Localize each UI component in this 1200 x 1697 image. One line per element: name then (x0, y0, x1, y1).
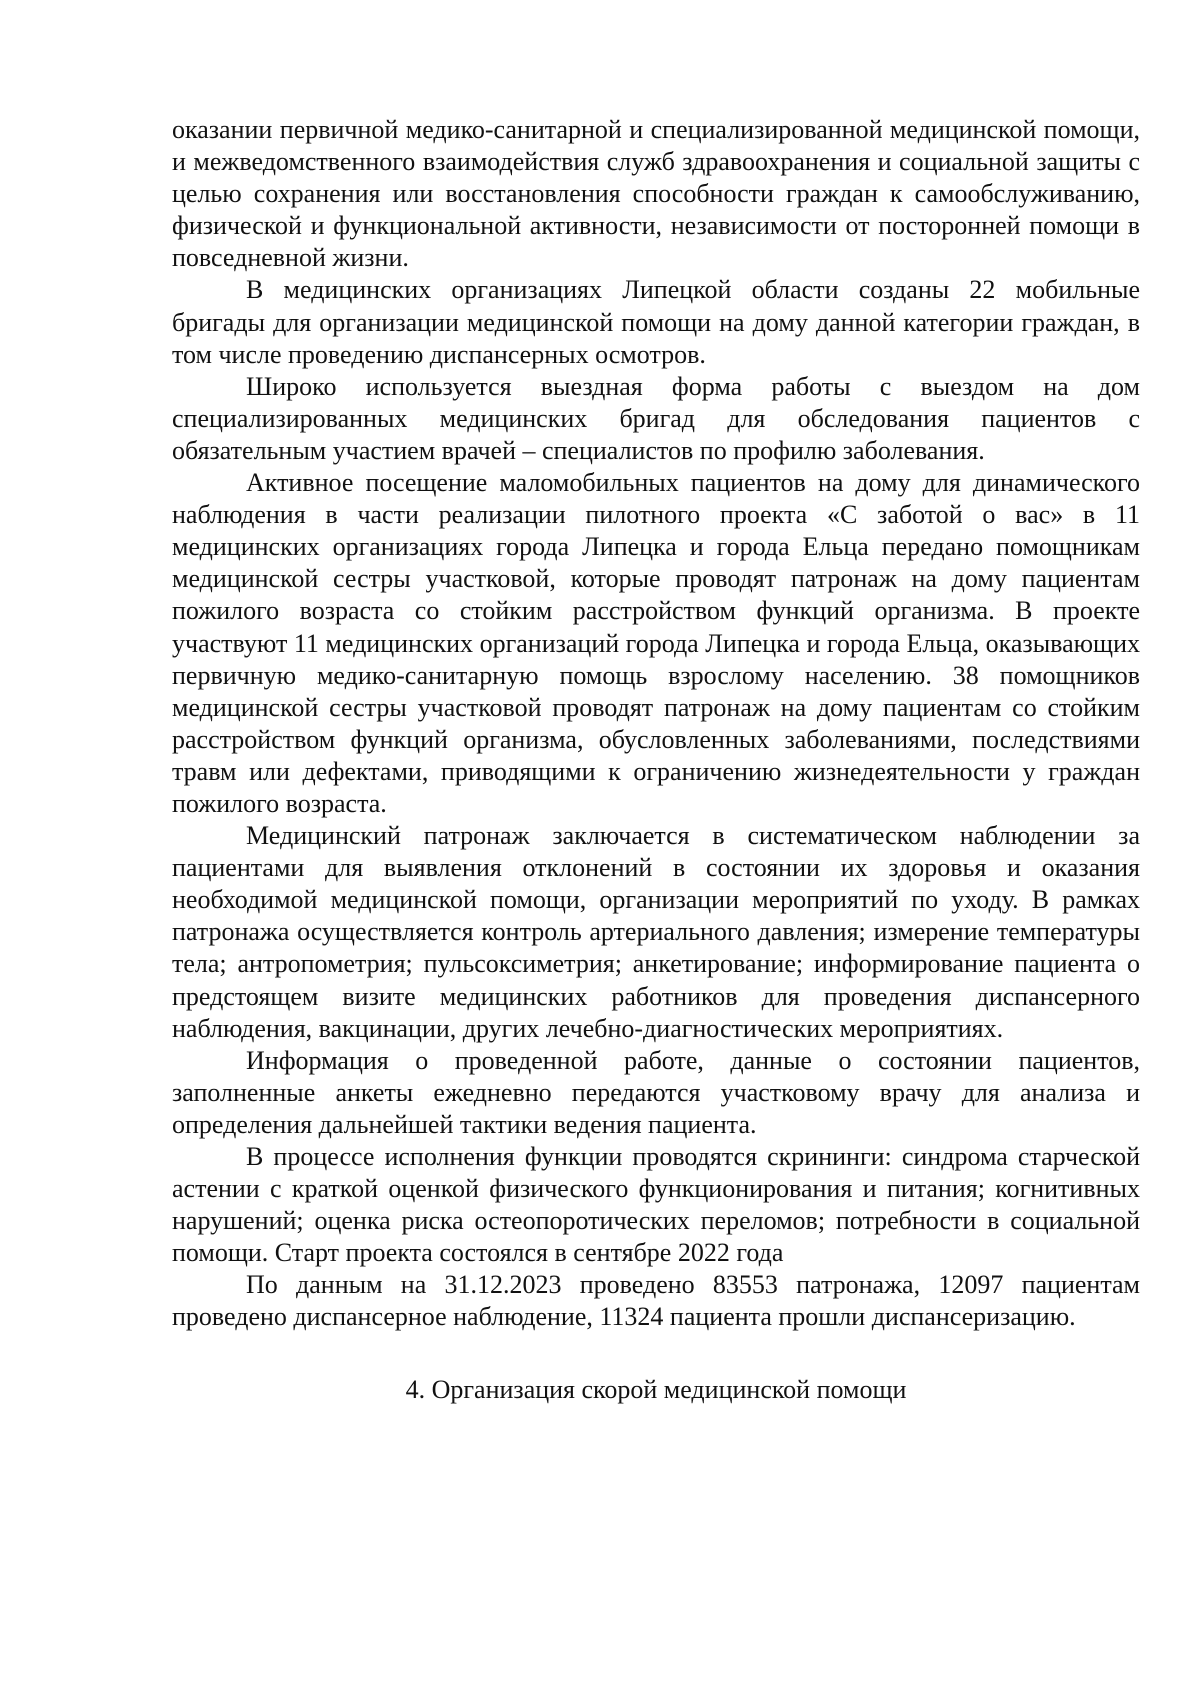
paragraph-field-work: Широко используется выездная форма работы с выездом на дом специализированных медицинских бригад для обследования пациентов с обязательным участием врачей – специалистов по профилю заболевания. (172, 371, 1140, 465)
paragraph-statistics: По данным на 31.12.2023 проведено 83553 патронажа, 12097 пациентам проведено диспансерное наблюдение, 11324 пациента прошли диспансеризацию. (172, 1270, 1140, 1332)
paragraph-information-transfer: Информация о проведенной работе, данные о состоянии пациентов, заполненные анкеты ежедневно передаются участковому врачу для анализа и определения дальнейшей тактики ведения пациента. (172, 1045, 1140, 1139)
paragraph-screenings: В процессе исполнения функции проводятся скрининги: синдрома старческой астении с краткой оценкой физического функционирования и питания; когнитивных нарушений; оценка риска остеопоротических переломов; потребности в социальной помощи. Старт проекта состоялся в сентябре 2022 года (172, 1142, 1140, 1268)
paragraph-medical-patronage: Медицинский патронаж заключается в систематическом наблюдении за пациентами для выявления отклонений в состоянии их здоровья и оказания необходимой медицинской помощи, организации мероприятий по уходу. В рамках патронажа осуществляется контроль артериального давления; измерение температуры тела; антропометрия; пульсоксиметрия; анкетирование; информирование пациента о предстоящем визите медицинских работников для проведения диспансерного наблюдения, вакцинации, других лечебно-диагностических мероприятиях. (172, 821, 1140, 1043)
paragraph-pilot-project: Активное посещение маломобильных пациентов на дому для динамического наблюдения в части реализации пилотного проекта «С заботой о вас» в 11 медицинских организациях города Липецка и города Ельца передано помощникам медицинской сестры участковой, которые проводят патронаж на дому пациентам пожилого возраста со стойким расстройством функций организма. В проекте участвуют 11 медицинских организаций города Липецка и города Ельца, оказывающих первичную медико-санитарную помощь взрослому населению. 38 помощников медицинской сестры участковой проводят патронаж на дому пациентам со стойким расстройством функций организма, обусловленных заболеваниями, последствиями травм или дефектами, приводящими к ограничению жизнедеятельности у граждан пожилого возраста. (172, 468, 1140, 818)
paragraph-continuation: оказании первичной медико-санитарной и специализированной медицинской помощи, и межведомственного взаимодействия служб здравоохранения и социальной защиты с целью сохранения или восстановления способности граждан к самообслуживанию, физической и функциональной активности, независимости от посторонней помощи в повседневной жизни. (172, 115, 1140, 273)
paragraph-mobile-teams: В медицинских организациях Липецкой области созданы 22 мобильные бригады для организации медицинской помощи на дому данной категории граждан, в том числе проведению диспансерных осмотров. (172, 275, 1140, 369)
section-heading: 4. Организация скорой медицинской помощи (405, 1374, 907, 1404)
document-page (172, 114, 1140, 1406)
